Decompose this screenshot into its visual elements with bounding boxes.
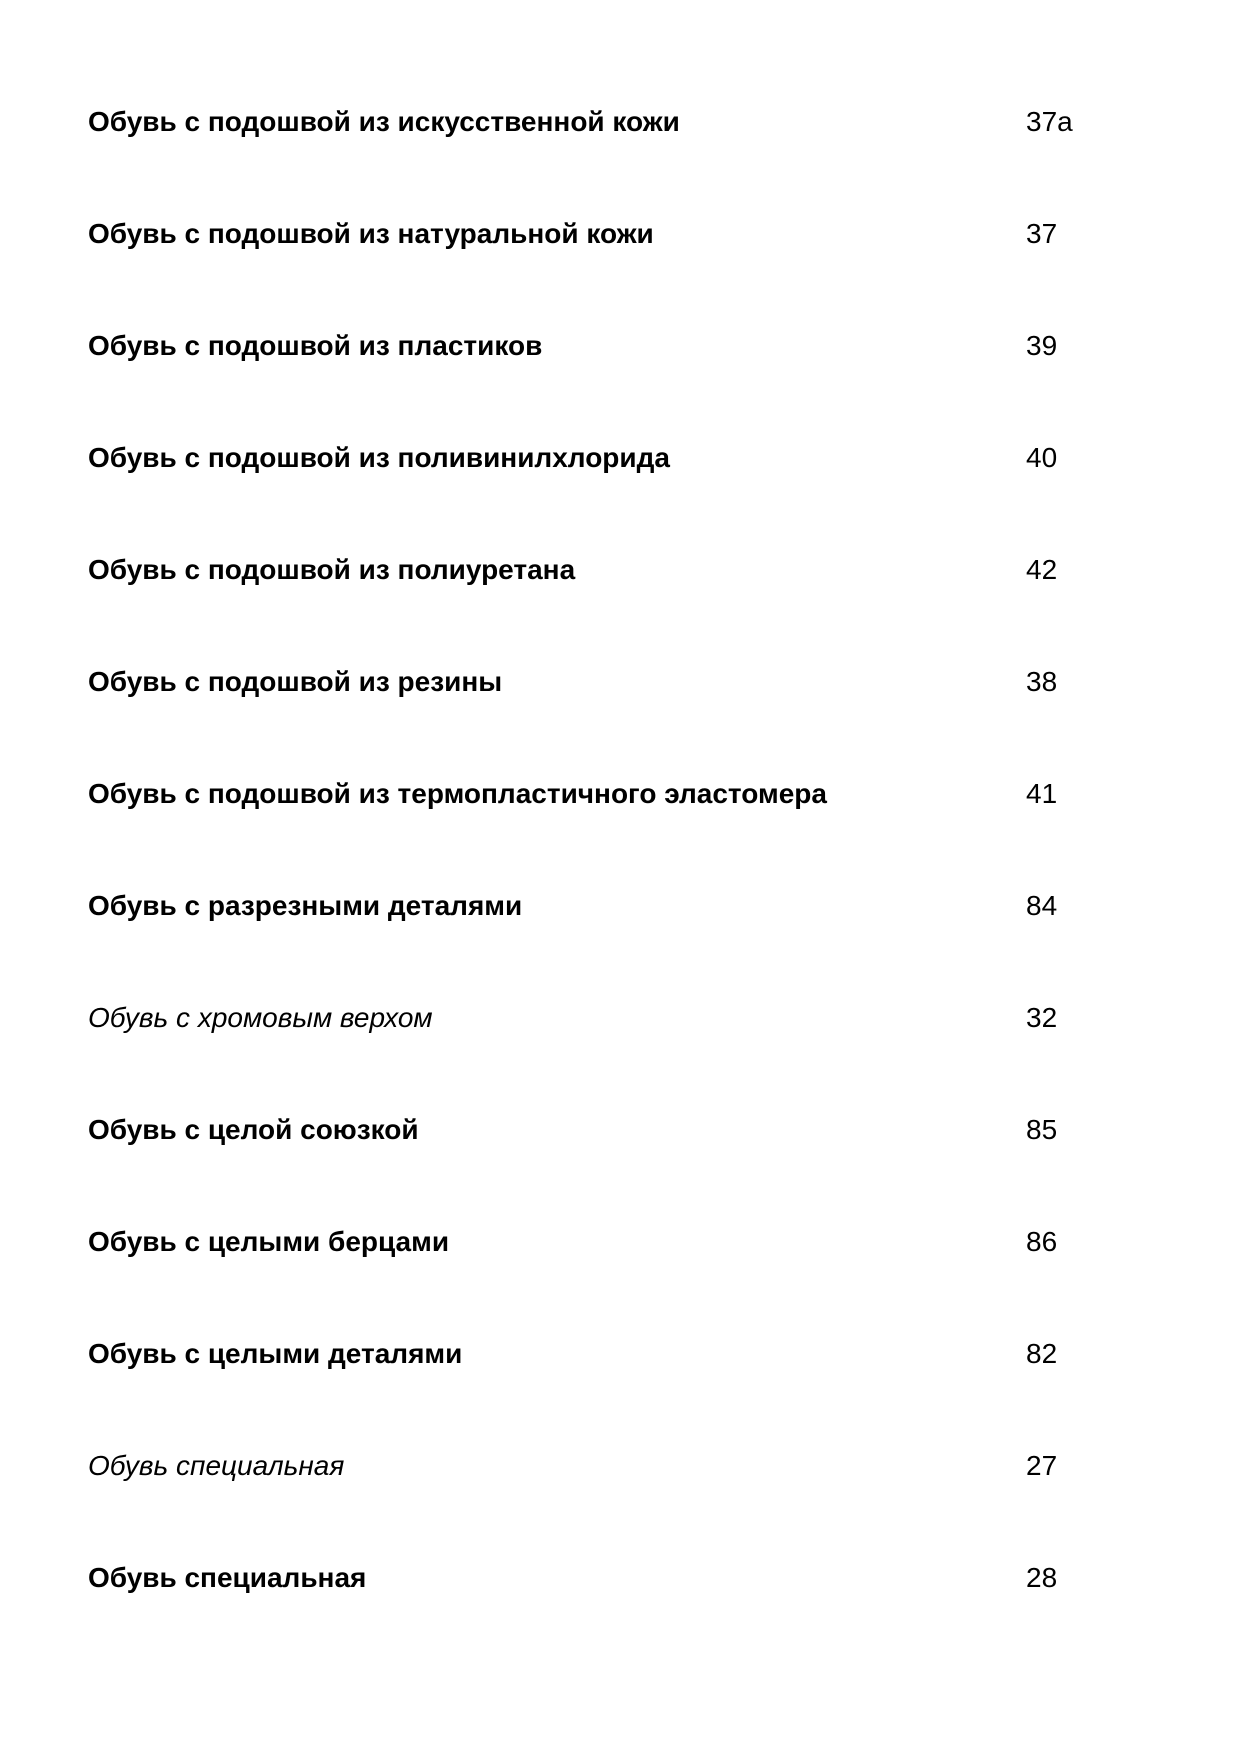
entry-code: 86	[1026, 1226, 1058, 1257]
index-entry	[88, 1446, 1188, 1486]
entry-term: Обувь с разрезными деталями	[88, 890, 523, 921]
entry-code: 32	[1026, 1002, 1058, 1033]
entry-code: 84	[1026, 890, 1058, 921]
index-entry	[88, 1222, 1188, 1262]
index-entry	[88, 886, 1188, 926]
entry-code: 42	[1026, 554, 1058, 585]
index-entry	[88, 438, 1188, 478]
index-entry	[88, 998, 1188, 1038]
index-entry	[88, 1110, 1188, 1150]
entry-code: 85	[1026, 1114, 1058, 1145]
index-entry	[88, 214, 1188, 254]
entry-term: Обувь с подошвой из поливинилхлорида	[88, 442, 670, 473]
entry-term: Обувь специальная	[88, 1562, 367, 1593]
entry-term: Обувь с подошвой из пластиков	[88, 330, 543, 361]
entry-code: 37	[1026, 218, 1058, 249]
entry-term: Обувь с подошвой из искусственной кожи	[88, 106, 680, 137]
entry-code: 27	[1026, 1450, 1058, 1481]
entry-code: 82	[1026, 1338, 1058, 1369]
entry-code: 37а	[1026, 106, 1073, 137]
index-entry	[88, 1334, 1188, 1374]
index-entry	[88, 774, 1188, 814]
entry-code: 28	[1026, 1562, 1058, 1593]
entry-term: Обувь с подошвой из полиуретана	[88, 554, 576, 585]
entry-term: Обувь с подошвой из натуральной кожи	[88, 218, 654, 249]
index-entry	[88, 550, 1188, 590]
entry-term: Обувь специальная	[88, 1450, 345, 1481]
entry-term: Обувь с целой союзкой	[88, 1114, 419, 1145]
index-entry	[88, 1558, 1188, 1598]
entry-code: 41	[1026, 778, 1058, 809]
entry-code: 40	[1026, 442, 1058, 473]
entry-code: 38	[1026, 666, 1058, 697]
entry-term: Обувь с целыми деталями	[88, 1338, 463, 1369]
entry-term: Обувь с целыми берцами	[88, 1226, 450, 1257]
index-entry	[88, 662, 1188, 702]
entry-term: Обувь с подошвой из резины	[88, 666, 503, 697]
entry-code: 39	[1026, 330, 1058, 361]
index-entry	[88, 326, 1188, 366]
entry-term: Обувь с хромовым верхом	[88, 1002, 433, 1033]
index-entry	[88, 102, 1188, 142]
entry-term: Обувь с подошвой из термопластичного эластомера	[88, 778, 827, 809]
